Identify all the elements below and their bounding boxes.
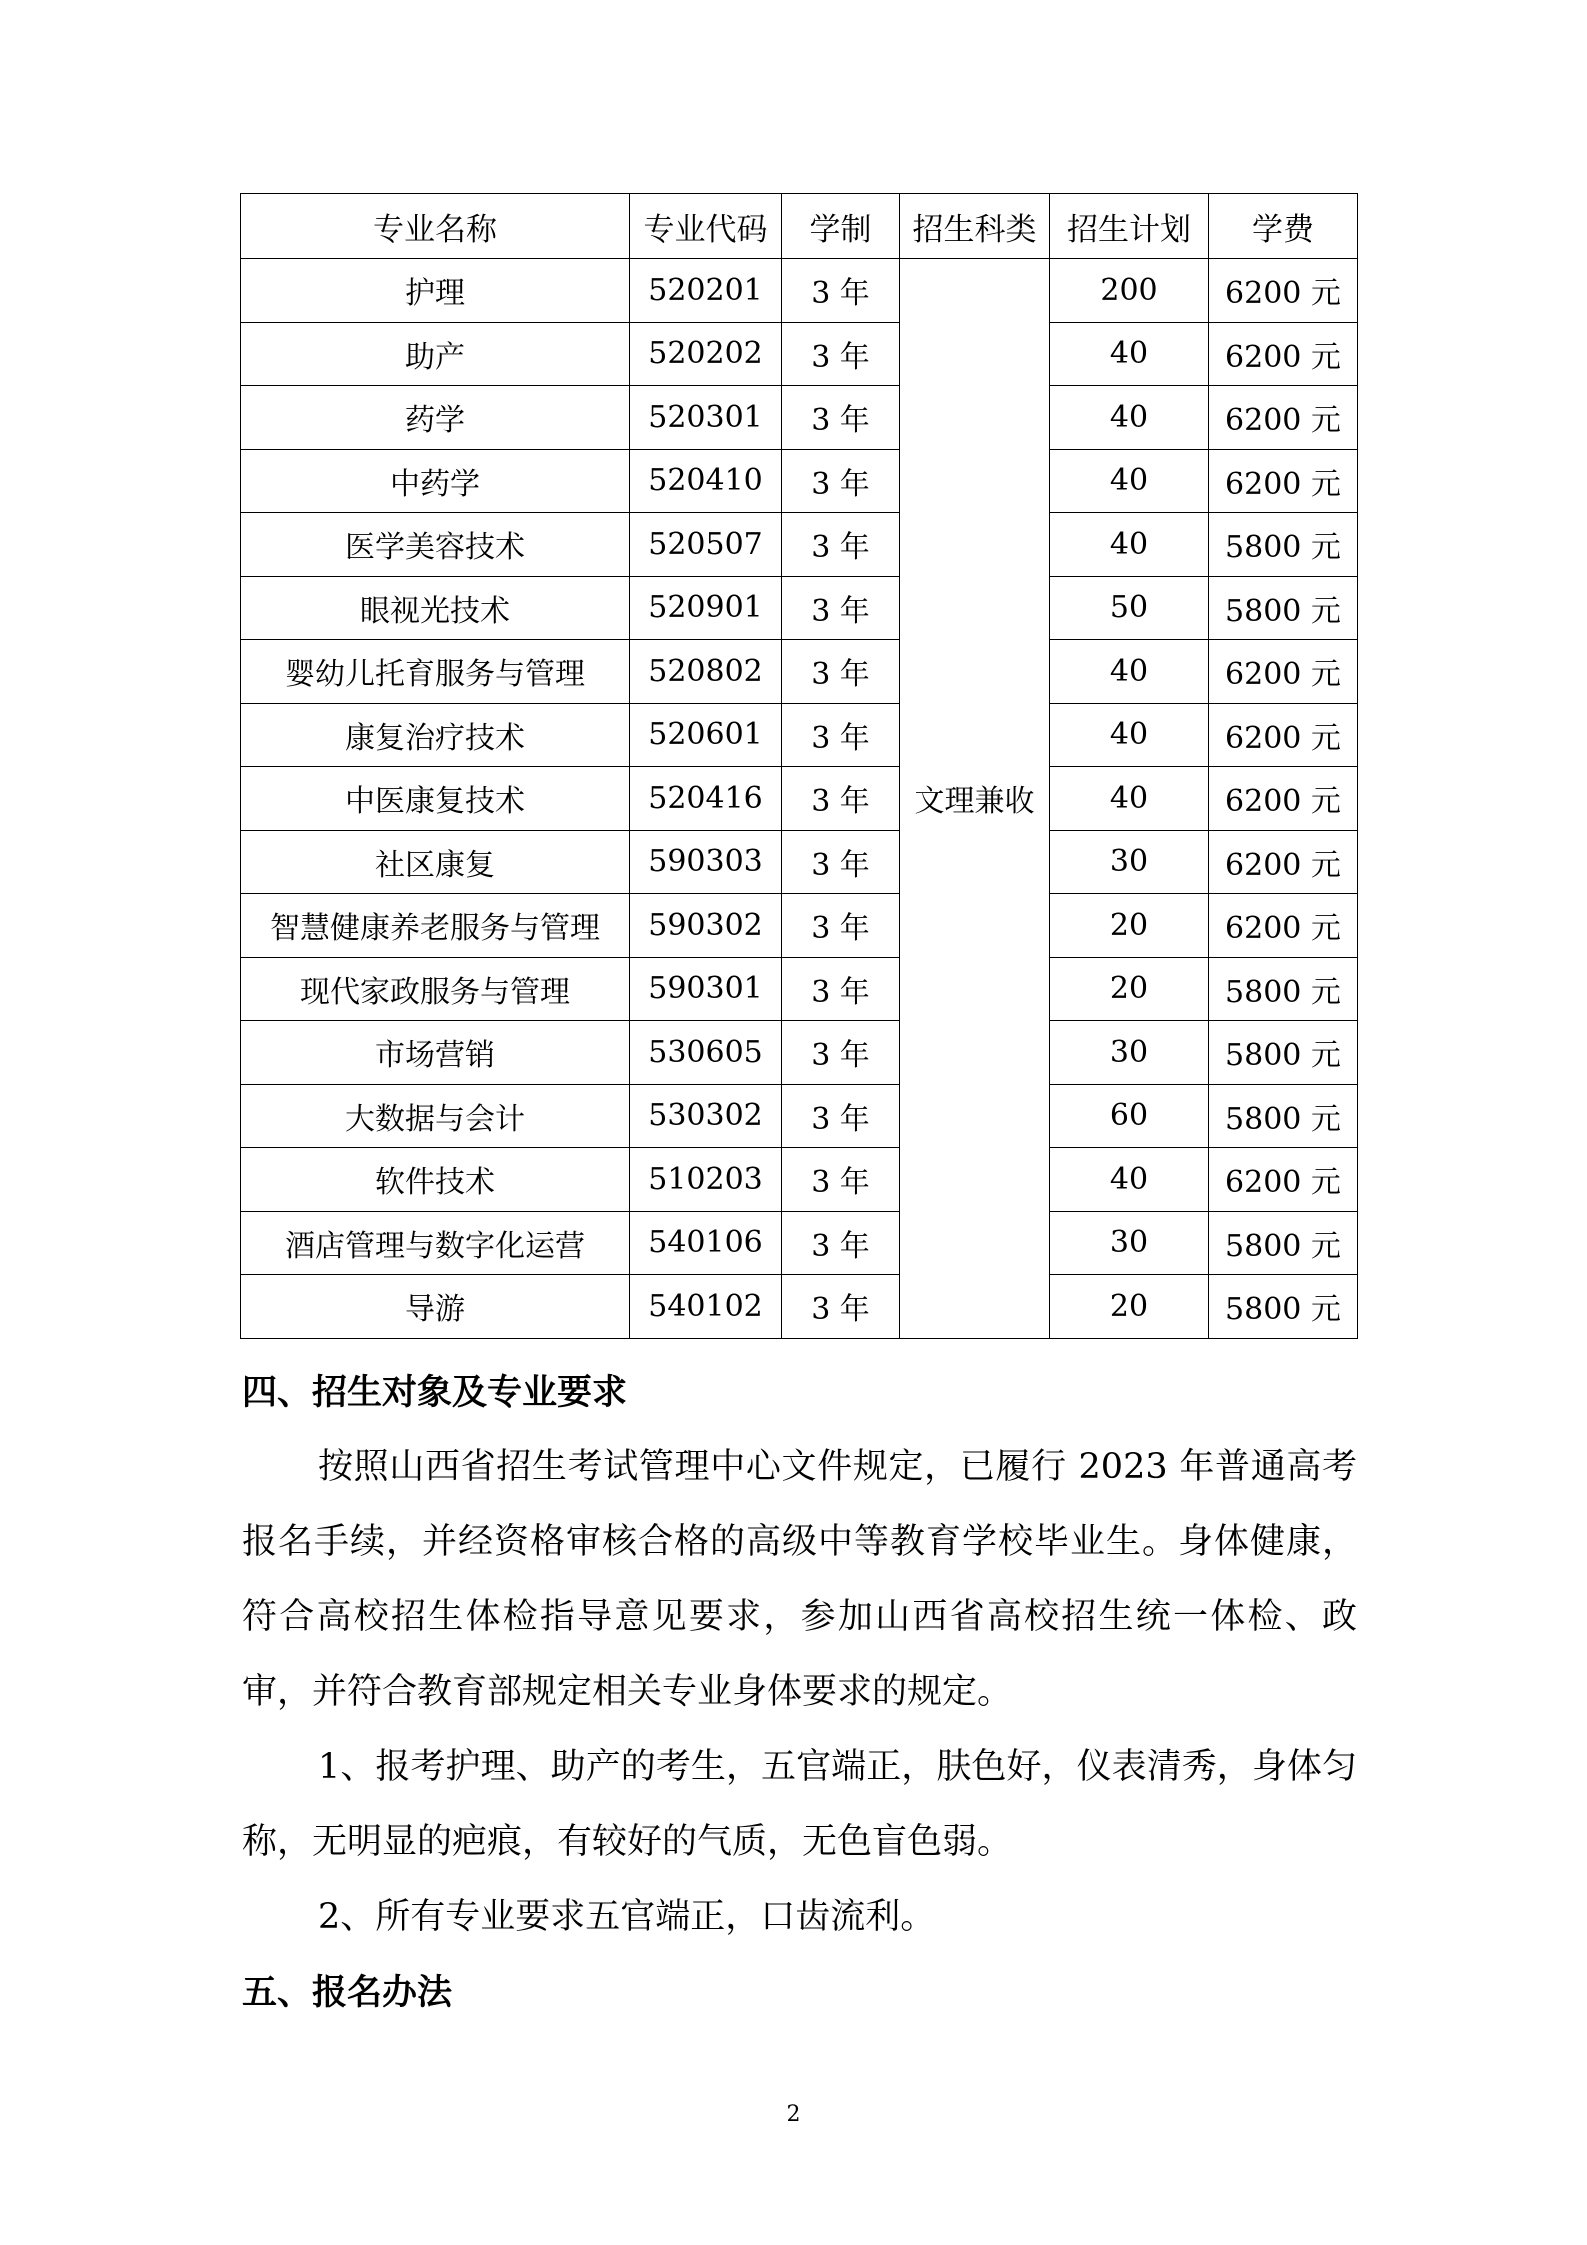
major-name: 中药学 <box>241 449 630 513</box>
duration: 3 年 <box>782 576 900 640</box>
major-code: 520507 <box>630 513 782 577</box>
table-row <box>241 576 1358 640</box>
major-code: 520202 <box>630 322 782 386</box>
tuition-fee: 6200 元 <box>1209 894 1358 958</box>
section-4-paragraph-1: 按照山西省招生考试管理中心文件规定，已履行 2023 年普通高考报名手续，并经资格审核合格的高级中等教育学校毕业生。身体健康，符合高校招生体检指导意见要求，参加山西省高校招生统一体检、政审，并符合教育部规定相关专业身体要求的规定。 <box>242 1447 1357 1712</box>
duration: 3 年 <box>782 1148 900 1212</box>
tuition-fee: 6200 元 <box>1209 386 1358 450</box>
section-4-heading: 四、招生对象及专业要求 <box>242 1372 628 1413</box>
table-row <box>241 1211 1358 1275</box>
tuition-fee: 6200 元 <box>1209 830 1358 894</box>
major-code: 520901 <box>630 576 782 640</box>
duration: 3 年 <box>782 894 900 958</box>
major-name: 助产 <box>241 322 630 386</box>
tuition-fee: 6200 元 <box>1209 1148 1358 1212</box>
tuition-fee: 6200 元 <box>1209 767 1358 831</box>
major-code: 520601 <box>630 703 782 767</box>
duration: 3 年 <box>782 322 900 386</box>
enrollment-plan: 30 <box>1050 1021 1209 1085</box>
table-row <box>241 259 1358 323</box>
major-code: 530605 <box>630 1021 782 1085</box>
enrollment-plan: 200 <box>1050 259 1209 323</box>
major-name: 大数据与会计 <box>241 1084 630 1148</box>
major-name: 智慧健康养老服务与管理 <box>241 894 630 958</box>
tuition-fee: 6200 元 <box>1209 703 1358 767</box>
tuition-fee: 6200 元 <box>1209 259 1358 323</box>
major-name: 酒店管理与数字化运营 <box>241 1211 630 1275</box>
table-row <box>241 703 1358 767</box>
enrollment-plan: 30 <box>1050 830 1209 894</box>
duration: 3 年 <box>782 830 900 894</box>
duration: 3 年 <box>782 957 900 1021</box>
tuition-fee: 6200 元 <box>1209 640 1358 704</box>
major-code: 540102 <box>630 1275 782 1339</box>
major-name: 康复治疗技术 <box>241 703 630 767</box>
duration: 3 年 <box>782 1275 900 1339</box>
table-row <box>241 513 1358 577</box>
column-header: 专业名称 <box>241 194 630 259</box>
duration: 3 年 <box>782 259 900 323</box>
major-code: 590302 <box>630 894 782 958</box>
table-row <box>241 386 1358 450</box>
duration: 3 年 <box>782 513 900 577</box>
table-row <box>241 449 1358 513</box>
table-row <box>241 1148 1358 1212</box>
column-header: 招生科类 <box>900 194 1050 259</box>
enrollment-plan: 20 <box>1050 957 1209 1021</box>
tuition-fee: 6200 元 <box>1209 322 1358 386</box>
tuition-fee: 5800 元 <box>1209 1275 1358 1339</box>
major-code: 520416 <box>630 767 782 831</box>
duration: 3 年 <box>782 449 900 513</box>
table-row <box>241 894 1358 958</box>
major-name: 护理 <box>241 259 630 323</box>
duration: 3 年 <box>782 703 900 767</box>
major-name: 软件技术 <box>241 1148 630 1212</box>
tuition-fee: 5800 元 <box>1209 576 1358 640</box>
category-cell: 文理兼收 <box>900 259 1050 1339</box>
tuition-fee: 5800 元 <box>1209 1211 1358 1275</box>
duration: 3 年 <box>782 1084 900 1148</box>
major-name: 中医康复技术 <box>241 767 630 831</box>
major-code: 530302 <box>630 1084 782 1148</box>
enrollment-plan: 40 <box>1050 513 1209 577</box>
major-name: 导游 <box>241 1275 630 1339</box>
tuition-fee: 5800 元 <box>1209 1084 1358 1148</box>
duration: 3 年 <box>782 1021 900 1085</box>
table-row <box>241 322 1358 386</box>
duration: 3 年 <box>782 640 900 704</box>
tuition-fee: 5800 元 <box>1209 513 1358 577</box>
column-header: 学费 <box>1209 194 1358 259</box>
major-name: 市场营销 <box>241 1021 630 1085</box>
major-name: 眼视光技术 <box>241 576 630 640</box>
section-4-paragraph-2: 1、报考护理、助产的考生，五官端正，肤色好，仪表清秀，身体匀称，无明显的疤痕，有较好的气质，无色盲色弱。 <box>242 1747 1357 1862</box>
major-name: 社区康复 <box>241 830 630 894</box>
major-code: 520802 <box>630 640 782 704</box>
major-code: 520410 <box>630 449 782 513</box>
duration: 3 年 <box>782 767 900 831</box>
duration: 3 年 <box>782 1211 900 1275</box>
major-name: 婴幼儿托育服务与管理 <box>241 640 630 704</box>
table-row <box>241 1275 1358 1339</box>
table-row <box>241 1084 1358 1148</box>
table-row <box>241 1021 1358 1085</box>
enrollment-plan: 20 <box>1050 894 1209 958</box>
enrollment-plan: 40 <box>1050 767 1209 831</box>
tuition-fee: 5800 元 <box>1209 957 1358 1021</box>
major-code: 590303 <box>630 830 782 894</box>
enrollment-table <box>240 193 1358 1339</box>
enrollment-plan: 40 <box>1050 1148 1209 1212</box>
major-name: 药学 <box>241 386 630 450</box>
enrollment-plan: 30 <box>1050 1211 1209 1275</box>
section-4-paragraph-3: 2、所有专业要求五官端正，口齿流利。 <box>318 1897 936 1937</box>
enrollment-plan: 60 <box>1050 1084 1209 1148</box>
enrollment-plan: 20 <box>1050 1275 1209 1339</box>
major-code: 520301 <box>630 386 782 450</box>
enrollment-plan: 40 <box>1050 703 1209 767</box>
table-row <box>241 957 1358 1021</box>
column-header: 学制 <box>782 194 900 259</box>
major-code: 520201 <box>630 259 782 323</box>
enrollment-plan: 40 <box>1050 386 1209 450</box>
enrollment-plan: 40 <box>1050 449 1209 513</box>
major-code: 590301 <box>630 957 782 1021</box>
major-name: 医学美容技术 <box>241 513 630 577</box>
enrollment-plan: 40 <box>1050 640 1209 704</box>
major-code: 510203 <box>630 1148 782 1212</box>
major-name: 现代家政服务与管理 <box>241 957 630 1021</box>
enrollment-plan: 40 <box>1050 322 1209 386</box>
major-code: 540106 <box>630 1211 782 1275</box>
duration: 3 年 <box>782 386 900 450</box>
table-row <box>241 640 1358 704</box>
tuition-fee: 5800 元 <box>1209 1021 1358 1085</box>
column-header: 招生计划 <box>1050 194 1209 259</box>
table-row <box>241 830 1358 894</box>
tuition-fee: 6200 元 <box>1209 449 1358 513</box>
section-5-heading: 五、报名办法 <box>242 1972 453 2013</box>
enrollment-plan: 50 <box>1050 576 1209 640</box>
column-header: 专业代码 <box>630 194 782 259</box>
table-row <box>241 767 1358 831</box>
page-number: 2 <box>786 2102 801 2127</box>
